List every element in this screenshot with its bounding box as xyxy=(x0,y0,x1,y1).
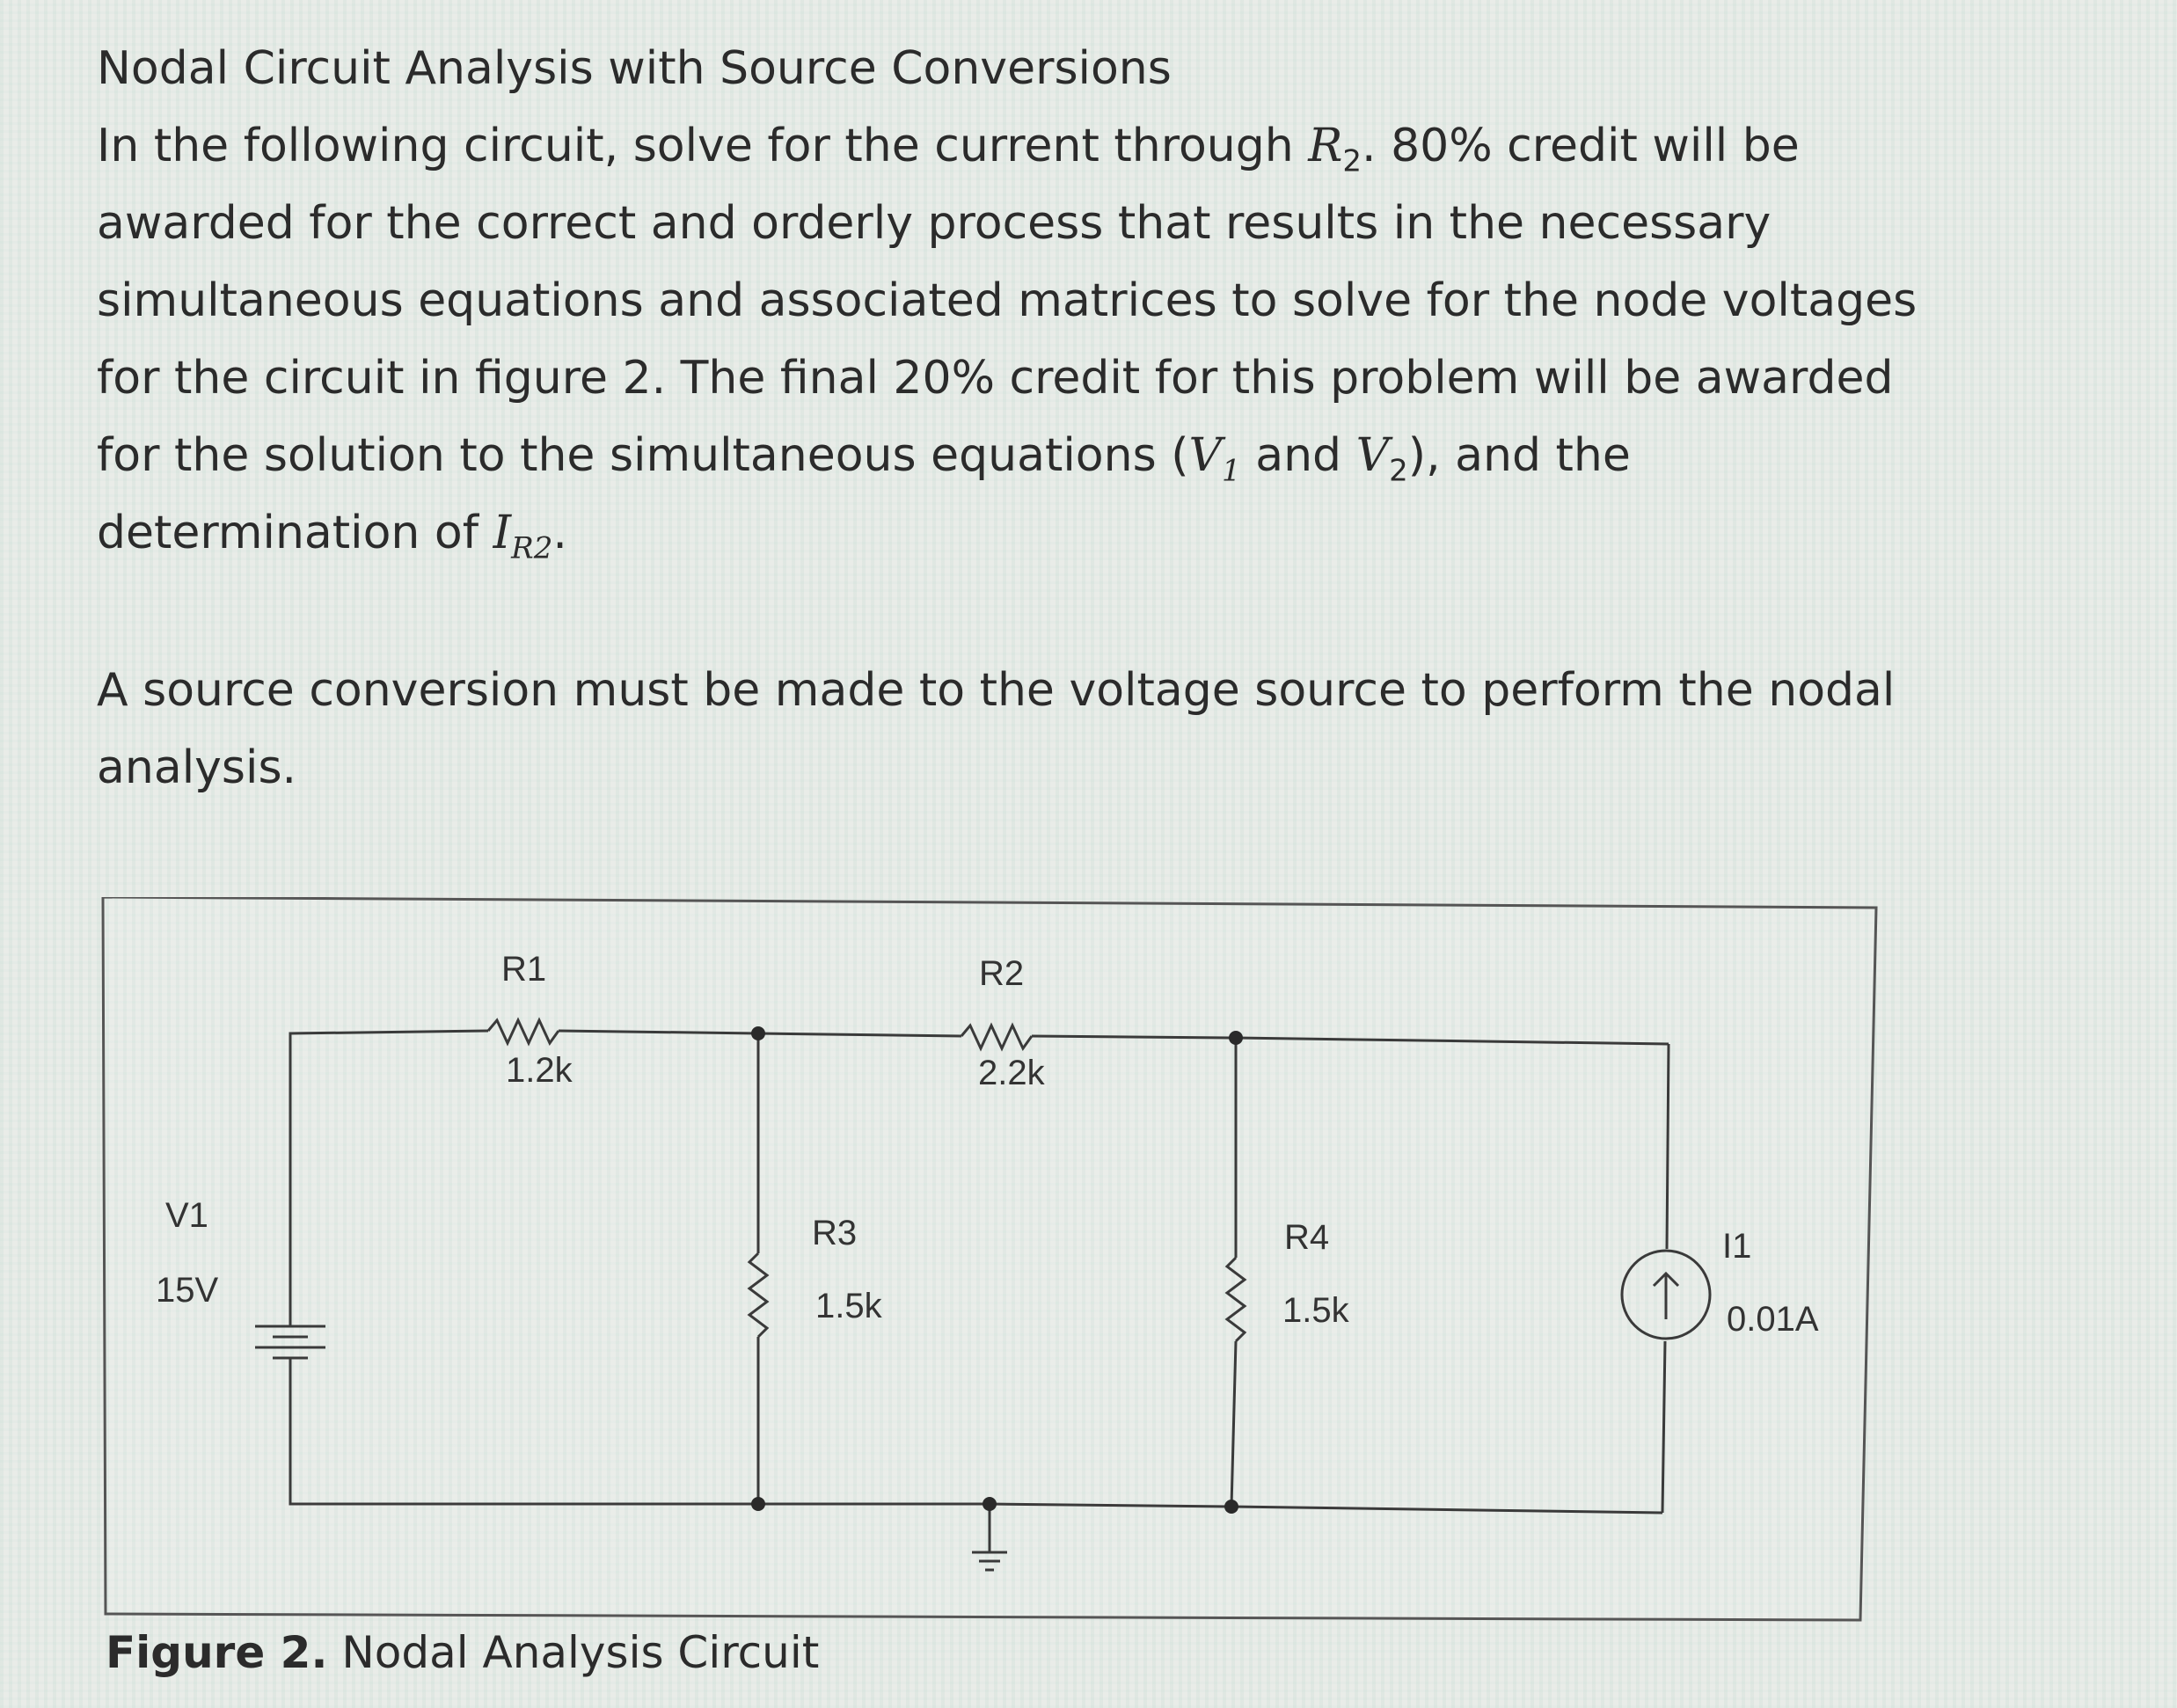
page-title: Nodal Circuit Analysis with Source Conversions xyxy=(97,42,1172,95)
node-dot-4 xyxy=(983,1497,997,1511)
paragraph-line-4: for the circuit in figure 2. The final 20% credit for this problem will be awarded xyxy=(97,352,1894,405)
wire-right-top xyxy=(1667,1044,1669,1249)
r4-value: 1.5k xyxy=(1282,1291,1349,1330)
r4-label: R4 xyxy=(1284,1218,1330,1257)
paragraph-line-1: In the following circuit, solve for the current through $R_2$. 80% credit will be xyxy=(97,120,1800,179)
r3-label: R3 xyxy=(812,1214,858,1252)
node-dot-3 xyxy=(751,1497,765,1511)
paragraph2-line-1: A source conversion must be made to the voltage source to perform the nodal xyxy=(97,664,1896,717)
paragraph2-line-2: analysis. xyxy=(97,741,297,794)
r2-value: 2.2k xyxy=(978,1054,1045,1092)
figure-caption: Figure 2. Nodal Analysis Circuit xyxy=(106,1627,820,1678)
node-dot-1 xyxy=(751,1026,765,1040)
r3-value: 1.5k xyxy=(815,1287,882,1325)
v1-label: V1 xyxy=(165,1196,208,1235)
paragraph-line-2: awarded for the correct and orderly process that results in the necessary xyxy=(97,197,1772,250)
r1-value: 1.2k xyxy=(506,1051,573,1090)
r1-label: R1 xyxy=(501,950,547,989)
node-dot-5 xyxy=(1224,1500,1238,1514)
r2-label: R2 xyxy=(979,954,1025,993)
paragraph-line-3: simultaneous equations and associated matrices to solve for the node voltages xyxy=(97,274,1918,327)
i1-value: 0.01A xyxy=(1727,1300,1819,1339)
v1-value: 15V xyxy=(156,1271,219,1310)
paragraph-line-5: for the solution to the simultaneous equations ($V_1$ and $V_2$), and the xyxy=(97,429,1631,489)
i1-label: I1 xyxy=(1722,1227,1752,1266)
circuit-diagram xyxy=(101,897,1878,1623)
node-dot-2 xyxy=(1229,1031,1243,1045)
paragraph-line-6: determination of $I_{R2}$. xyxy=(97,507,567,566)
